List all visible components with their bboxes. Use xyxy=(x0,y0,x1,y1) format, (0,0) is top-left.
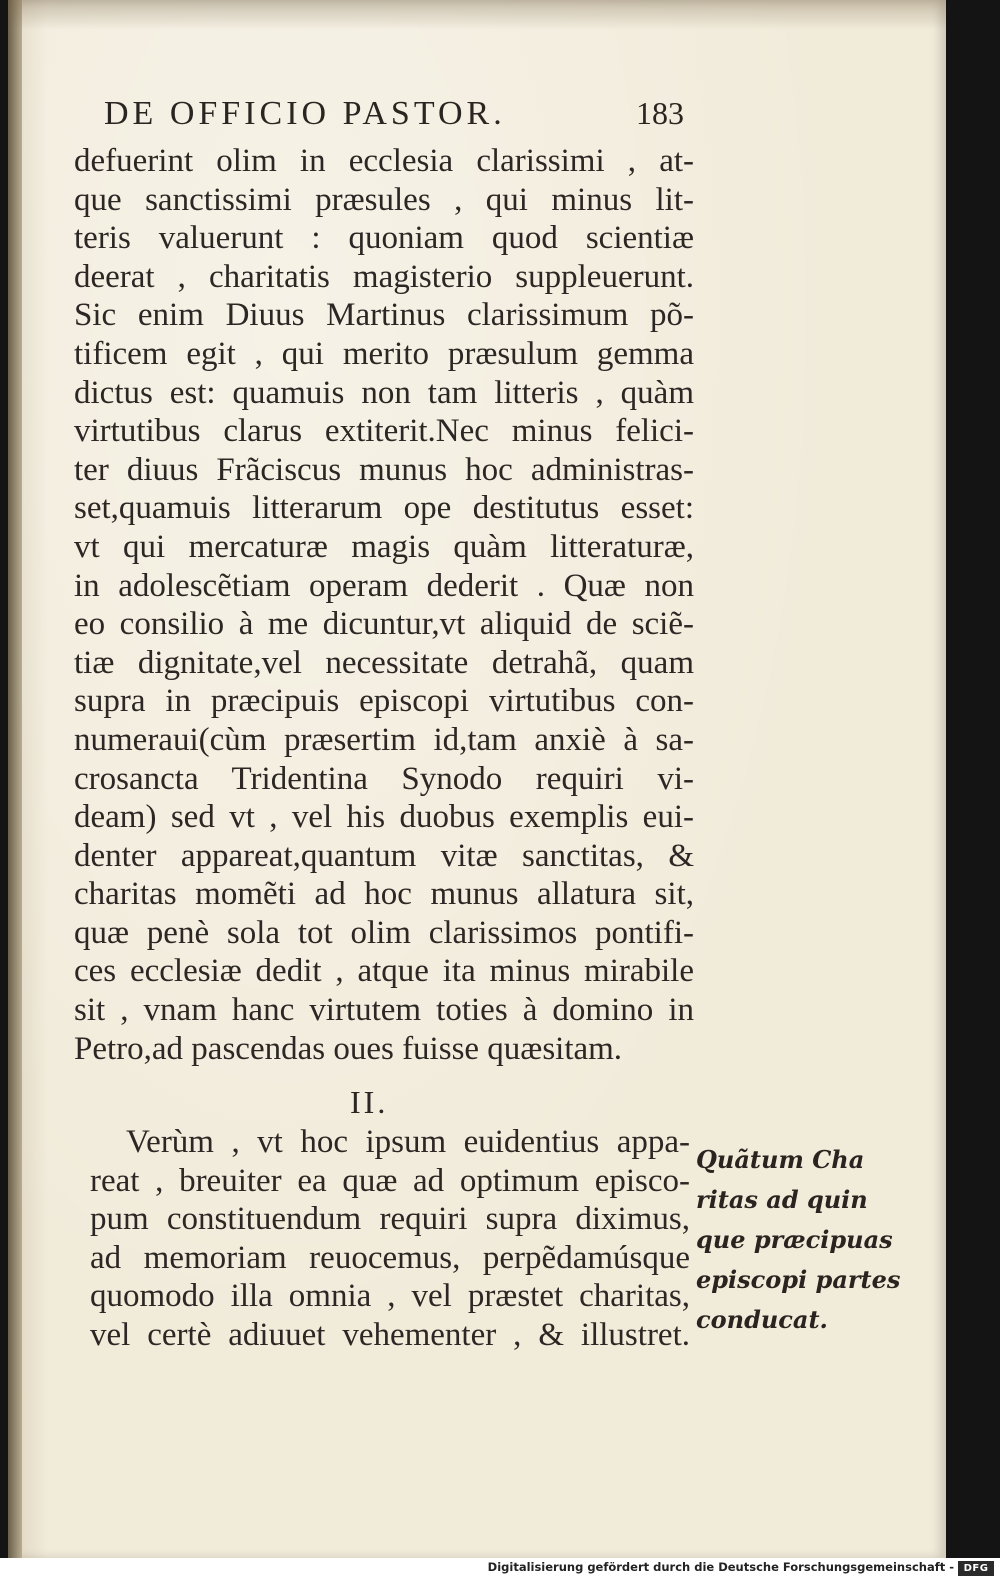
section-number: II. xyxy=(350,1084,389,1120)
text-line: eo consilio à me dicuntur,vt aliquid de sciẽ- xyxy=(74,606,694,643)
text-line: teris valuerunt : quoniam quod scientiæ xyxy=(74,220,694,257)
text-line: tiæ dignitate,vel necessitate detrahã, quam xyxy=(74,644,694,681)
marginal-note xyxy=(696,1140,901,1340)
marginal-note-line: episcopi partes xyxy=(696,1265,901,1294)
text-line: que sanctissimi præsules , qui minus lit- xyxy=(74,181,694,218)
running-title: DE OFFICIO PASTOR. xyxy=(104,95,506,132)
text-line: denter appareat,quantum vitæ sanctitas, & xyxy=(74,837,694,874)
text-line: ces ecclesiæ dedit , atque ita minus mirabile xyxy=(74,953,694,990)
page-gutter-shadow xyxy=(8,0,22,1558)
text-line: deam) sed vt , vel his duobus exemplis eui- xyxy=(74,799,694,836)
text-line: tificem egit , qui merito præsulum gemma xyxy=(74,335,694,372)
text-line: set,quamuis litterarum ope destitutus esset: xyxy=(74,490,694,527)
text-line: sit , vnam hanc virtutem toties à domino in xyxy=(74,992,694,1029)
page-number: 183 xyxy=(636,95,684,131)
text-line: Petro,ad pascendas oues fuisse quæsitam. xyxy=(74,1030,623,1067)
marginal-note-line: Quãtum Cha xyxy=(696,1145,865,1174)
text-line: defuerint olim in ecclesia clarissimi , at- xyxy=(74,143,694,179)
page-top-wear xyxy=(8,0,946,30)
running-head xyxy=(104,95,684,143)
text-line: vt qui mercaturæ magis quàm litteraturæ, xyxy=(74,528,694,565)
marginal-note-line: que præcipuas xyxy=(696,1225,893,1254)
body-text-block-1 xyxy=(74,142,694,1068)
dfg-logo: DFG xyxy=(958,1561,994,1576)
text-line: vel certè adiuuet vehementer , & illustret. xyxy=(90,1316,690,1353)
text-line: Sic enim Diuus Martinus clarissimum põ- xyxy=(74,297,694,334)
text-line: crosancta Tridentina Synodo requiri vi- xyxy=(74,760,694,797)
text-line: quæ penè sola tot olim clarissimos pontifi- xyxy=(74,914,694,951)
text-line: dictus est: quamuis non tam litteris , quàm xyxy=(74,374,694,411)
text-line: Verùm , vt hoc ipsum euidentius appa- xyxy=(126,1124,690,1160)
marginal-note-line: conducat. xyxy=(696,1305,828,1334)
text-line: charitas momẽti ad hoc munus allatura sit, xyxy=(74,876,694,913)
text-line: ter diuus Frãciscus munus hoc administras- xyxy=(74,451,694,488)
text-line: pum constituendum requiri supra diximus, xyxy=(90,1201,690,1238)
text-line: deerat , charitatis magisterio suppleuerunt. xyxy=(74,258,694,295)
text-line: supra in præcipuis episcopi virtutibus con- xyxy=(74,683,694,720)
funding-credit: Digitalisierung gefördert durch die Deutsche Forschungsgemeinschaft - xyxy=(487,1560,954,1574)
text-line: virtutibus clarus extiterit.Nec minus felici- xyxy=(74,413,694,450)
text-line: reat , breuiter ea quæ ad optimum episco- xyxy=(90,1162,690,1199)
body-text-block-2 xyxy=(90,1123,690,1355)
footer-bar xyxy=(0,1558,1000,1580)
marginal-note-line: ritas ad quin xyxy=(696,1185,868,1214)
text-line: in adolescẽtiam operam dederit . Quæ non xyxy=(74,567,694,604)
text-line: ad memoriam reuocemus, perpẽdamúsque xyxy=(90,1239,690,1276)
text-line: numeraui(cùm præsertim id,tam anxiè à sa- xyxy=(74,721,694,758)
text-line: quomodo illa omnia , vel præstet charitas, xyxy=(90,1278,690,1315)
